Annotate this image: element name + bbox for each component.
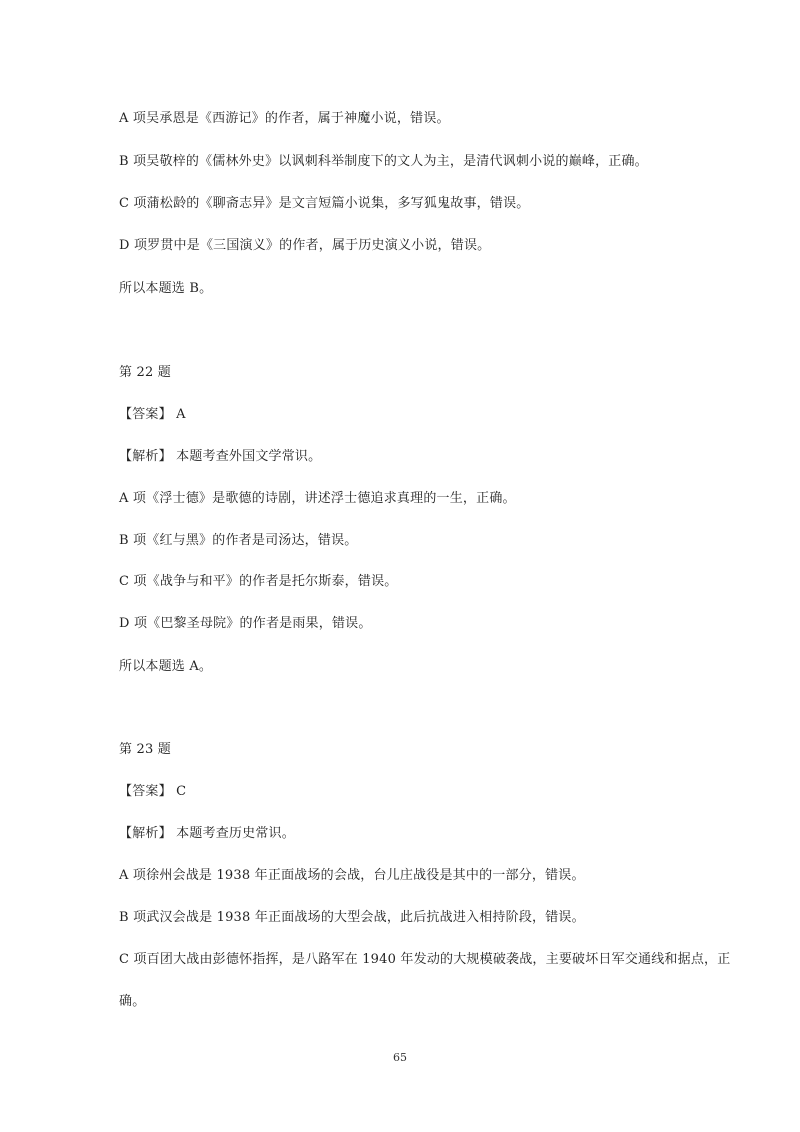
q23-option-b: B 项武汉会战是 1938 年正面战场的大型会战，此后抗战进入相持阶段，错误。 (119, 910, 585, 925)
q23-answer: 【答案】 C (119, 784, 187, 799)
q23-option-c-line2: 确。 (119, 994, 146, 1009)
q22-analysis: 【解析】 本题考查外国文学常识。 (119, 449, 322, 464)
q22-option-d: D 项《巴黎圣母院》的作者是雨果，错误。 (119, 616, 372, 631)
q21-option-d: D 项罗贯中是《三国演义》的作者，属于历史演义小说，错误。 (119, 238, 491, 253)
q22-option-c: C 项《战争与和平》的作者是托尔斯泰，错误。 (119, 574, 398, 589)
q22-answer: 【答案】 A (119, 407, 186, 422)
q22-option-a: A 项《浮士德》是歌德的诗剧，讲述浮士德追求真理的一生，正确。 (119, 491, 516, 506)
q22-heading: 第 22 题 (119, 365, 172, 380)
q22-option-b: B 项《红与黑》的作者是司汤达，错误。 (119, 533, 358, 548)
page-number: 65 (393, 1051, 407, 1064)
q21-conclusion: 所以本题选 B。 (119, 281, 213, 296)
q23-analysis: 【解析】 本题考查历史常识。 (119, 826, 295, 841)
q23-option-c-line1: C 项百团大战由彭德怀指挥，是八路军在 1940 年发动的大规模破袭战，主要破坏日军交通线和据点，正 (119, 952, 731, 967)
q21-option-b: B 项吴敬梓的《儒林外史》以讽刺科举制度下的文人为主，是清代讽刺小说的巅峰，正确。 (119, 154, 648, 169)
q23-option-a: A 项徐州会战是 1938 年正面战场的会战，台儿庄战役是其中的一部分，错误。 (119, 868, 585, 883)
q23-heading: 第 23 题 (119, 742, 172, 757)
q22-conclusion: 所以本题选 A。 (119, 659, 213, 674)
q21-option-c: C 项蒲松龄的《聊斋志异》是文言短篇小说集，多写狐鬼故事，错误。 (119, 196, 530, 211)
q21-option-a: A 项吴承恩是《西游记》的作者，属于神魔小说，错误。 (119, 111, 450, 126)
